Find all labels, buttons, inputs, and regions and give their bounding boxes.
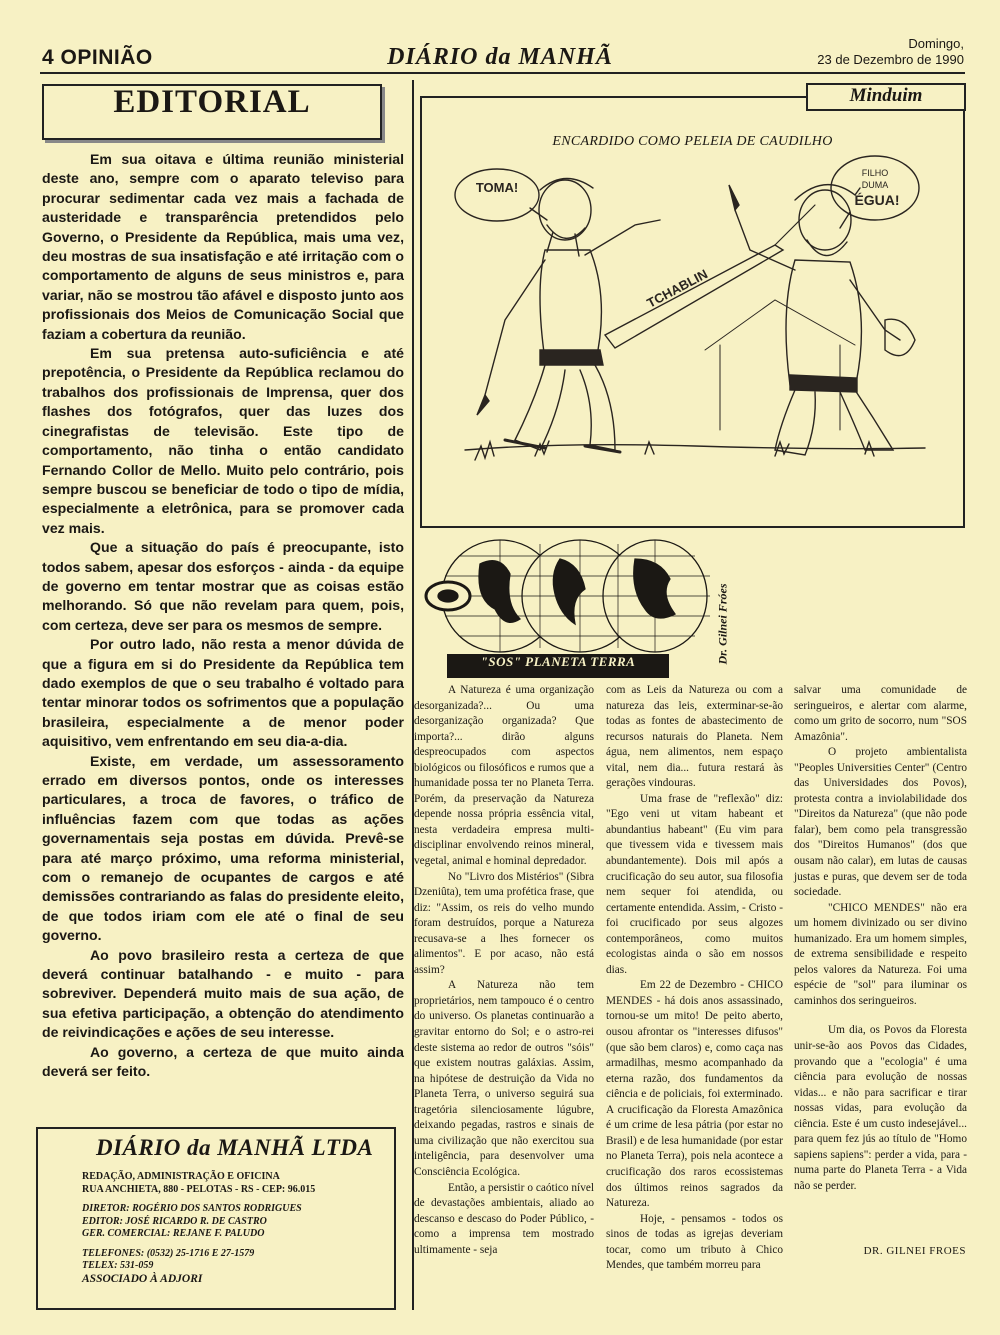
- article-paragraph: Em 22 de Dezembro - CHICO MENDES - há dois anos assassinado, tornou-se um mito! De peito aberto, ousou afrontar os "interesses difusos" (que são bem claros) e, como caça nas armadilhas, mesmo acompanhado da eterna razão, dos fundamentos da ciência e de policiais, foi exterminado. A crucificação da Floresta Amazônica é um crime de lesa pátria (por estar no Brasil) e de lesa humanidade (por estar no Planeta Terra), pois nela acontece a crucificação dos raros ecossistemas dos últimos reinos sagrados da Natureza.: [606, 979, 783, 1210]
- editorial-paragraph: Ao povo brasileiro resta a certeza de que deverá continuar batalhando - e muito - para sobreviver. Dependerá muito mais de sua ação, de sua efetiva participação, a obtenção do atendimento de reivindicações e ações de seu interesse.: [42, 946, 404, 1041]
- page-number: 4 OPINIÃO: [42, 46, 153, 69]
- article-paragraph: Um dia, os Povos da Floresta unir-se-ão aos Povos das Cidades, provando que a "ecologia" é uma ciência para evolução de nossas vidas... e não para sacrificar e tirar nossas vidas, para evolução da ciência. Este é um custo indesejável... para quem fez jús ao título de "Homo sapiens sapiens": perder a vida, para - numa parte do Planeta Terra - a Vida não se perder.: [794, 1024, 967, 1192]
- company-address: REDAÇÃO, ADMINISTRAÇÃO E OFICINA: [82, 1171, 280, 1182]
- company-director: DIRETOR: ROGÉRIO DOS SANTOS RODRIGUES: [82, 1203, 302, 1214]
- article-column-2: [606, 683, 783, 1274]
- company-street: RUA ANCHIETA, 880 - PELOTAS - RS - CEP: 96.015: [82, 1183, 316, 1195]
- company-phones: TELEFONES: (0532) 25-1716 E 27-1579: [82, 1247, 255, 1259]
- editorial-title: EDITORIAL: [113, 84, 311, 120]
- article-paragraph: A Natureza não tem proprietários, nem tampouco é o centro do universo. Os planetas continuarão a gravitar entorno do Sol; e o astro-rei deste sistema ao redor de outros "sóis" que existem noutras galáxias. Assim, na hipótese de destruição da Vida no Planeta Terra, o universo seguirá sua tragetória silenciosamente lúgubre, deixando pegadas, rastros e sinais de uma civilização que não exercitou sua inteligência, para desenvolver uma Consciência Ecológica.: [414, 979, 594, 1178]
- sos-author-text: Dr. Gilnei Fróes: [715, 583, 730, 665]
- dateline-day: Domingo,: [908, 36, 964, 51]
- article-paragraph: salvar uma comunidade de seringueiros, e alertar com alarme, como um grito de socorro, num "SOS Amazônia".: [794, 684, 967, 743]
- article-paragraph: Hoje, - pensamos - todos os sinos de todas as igrejas deveriam tocar, como um tributo à Chico Mendes, que também morreu para: [606, 1212, 783, 1272]
- article-column-3: [794, 683, 967, 1195]
- article-paragraph: No "Livro dos Mistérios" (Sibra Dzeniûta), tem uma profética frase, que diz: "Assim, os reis do velho mundo foram destruídos, porque a Natureza recusava-se a lhes fornecer os alimentos". E por acaso, não está assim?: [414, 870, 594, 976]
- editorial-paragraph: Existe, em verdade, um assessoramento errado em diversos pontos, onde os interesses particulares, a troca de favores, o tráfico de influências fazem com que todas as ações governamentais seja postas em dúvida. Prevê-se para até março próximo, uma reforma ministerial, com o remanejo de ocupantes de cargos e até demissões contrariando as falas do presidente eleito, de que todos iriam com ele até o final de seu governo.: [42, 752, 404, 944]
- sos-planeta-logo: [420, 534, 710, 658]
- article-paragraph: A Natureza é uma organização desorganizada?... Ou uma desorganização organizada? Que importa?... dirão alguns despreocupados com aspectos biológicos ou filosóficos e rumos que a humanidade possa ter no Planeta Terra. Porém, da preservação da Natureza depende nossa própria essência vital, nesta verdadeira empresa multi-disciplinar envolvendo reinos mineral, vegetal, animal e hominal depredador.: [414, 684, 594, 868]
- sos-logo-label: "SOS" PLANETA TERRA: [447, 654, 669, 678]
- article-paragraph: Uma frase de "reflexão" diz: "Ego veni ut vitam habeant et abundantius habeant" (Eu vim para que tivessem vida e tivessem mais abundantemente). Dois mil após a crucificação do seu autor, sua filosofia nem sequer foi atendida, ou certamente entendida. Assim, - Cristo - foi crucificado por seus algozes contemporâneos, como muitos ecologistas ainda o são em nossos dias.: [606, 792, 783, 976]
- cartoon-bubble-right-1: FILHO: [861, 168, 889, 178]
- header-rule: [40, 72, 965, 74]
- article-paragraph: com as Leis da Natureza ou com a natureza das leis, exterminar-se-ão todas as fontes de abastecimento de recursos naturais do Planeta. Nem água, nem alimentos, nem espaço vital, nem dia... futura restará às gerações vindouras.: [606, 684, 783, 790]
- dateline: [817, 36, 964, 68]
- sos-author: [708, 560, 732, 670]
- company-info-box: [36, 1127, 396, 1310]
- company-name: DIÁRIO da MANHÃ LTDA: [96, 1135, 374, 1160]
- editorial-body: [42, 150, 404, 1082]
- editorial-paragraph: Que a situação do país é preocupante, isto todos sabem, apesar dos esforços - ainda - da equipe de governo em tentar mostrar que as coisas estão melhorando. Só que não revelam para quem, pois, com certeza, deve ser para os mesmos de sempre.: [42, 539, 404, 633]
- article-paragraph: "CHICO MENDES" não era um homem divinizado ou ser divino humanizado. Era um homem simples, de extrema sensibilidade e respeito pelos valores da Natureza. Foi uma espécie de "sol" para iluminar os caminhos dos seringueiros.: [794, 901, 967, 1007]
- cartoon-section-tab: Minduim: [806, 83, 966, 111]
- editorial-paragraph: Em sua oitava e última reunião ministerial deste ano, sempre com o aparato televiso para procurar sedimentar cada vez mais a fachada de austeridade e transparência pretendidos pelo Governo, o Presidente da República, mais uma vez, deu mostras de sua insatisfação e até irritação com o comportamento de alguns de seus ministros e, para variar, não se mostrou tão afável e disposto junto aos profissionais dos Meios de Comunicação Social que faziam a cobertura da reunião.: [42, 151, 404, 342]
- cartoon-bubble-right-2: DUMA: [861, 180, 889, 190]
- editorial-paragraph: Por outro lado, não resta a menor dúvida de que a figura em si do Presidente da República tem dado exemplos de que o seu trabalho é voltado para tentar minorar todos os sofrimentos que a população brasileira, especialmente a de menor poder aquisitivo, vem enfrentando em seu dia-a-dia.: [42, 636, 404, 750]
- article-paragraph: O projeto ambientalista "Peoples Universities Center" (Centro das Universidades dos Povos), protesta contra a inviolabilidade dos "Direitos da Natureza" (que não pode falar), bem como pela transgressão dos "Direitos Humanos" (dos que ousam não calar), em lutas de causas justas e puras, que devem ser de toda sociedade.: [794, 746, 967, 899]
- cartoon-sword-label: TCHABLIN: [644, 266, 711, 311]
- company-commercial: GER. COMERCIAL: REJANE F. PALUDO: [82, 1228, 265, 1239]
- cartoon-caption: ENCARDIDO COMO PELEIA DE CAUDILHO: [552, 134, 833, 149]
- dateline-date: 23 de Dezembro de 1990: [817, 52, 964, 67]
- company-editor: EDITOR: JOSÉ RICARDO R. DE CASTRO: [82, 1215, 267, 1227]
- article-signature: DR. GILNEI FROES: [863, 1245, 966, 1257]
- company-association: ASSOCIADO À ADJORI: [82, 1272, 203, 1285]
- cartoon-bubble-left: TOMA!: [475, 180, 519, 195]
- cartoon-bubble-right-3: ÉGUA!: [854, 192, 900, 208]
- editorial-paragraph: Em sua pretensa auto-suficiência e até prepotência, o Presidente da República reclamou do trabalhos dos profissionais de Imprensa, quer dos flashes dos fotógrafos, quer das luzes dos cinegrafistas de televisão. Este tipo de comportamento, não tinha o então candidato Fernando Collor de Mello. Muito pelo contrário, pois sempre buscou se beneficiar de todo o tipo de mídia, especialmente a eletrônica, para se promover cada vez mais.: [42, 345, 404, 536]
- cartoon-illustration: [445, 150, 940, 510]
- article-column-1: [414, 683, 594, 1258]
- editorial-paragraph: Ao governo, a certeza de que muito ainda deverá ser feito.: [42, 1043, 404, 1080]
- article-paragraph: Então, a persistir o caótico nível de devastações ambientais, aliado ao descanso e descaso do Poder Público, - como a imprensa tem mostrado ultimamente - seja: [414, 1181, 594, 1256]
- company-telex: TELEX: 531-059: [82, 1260, 154, 1271]
- masthead: DIÁRIO da MANHÃ: [387, 44, 613, 70]
